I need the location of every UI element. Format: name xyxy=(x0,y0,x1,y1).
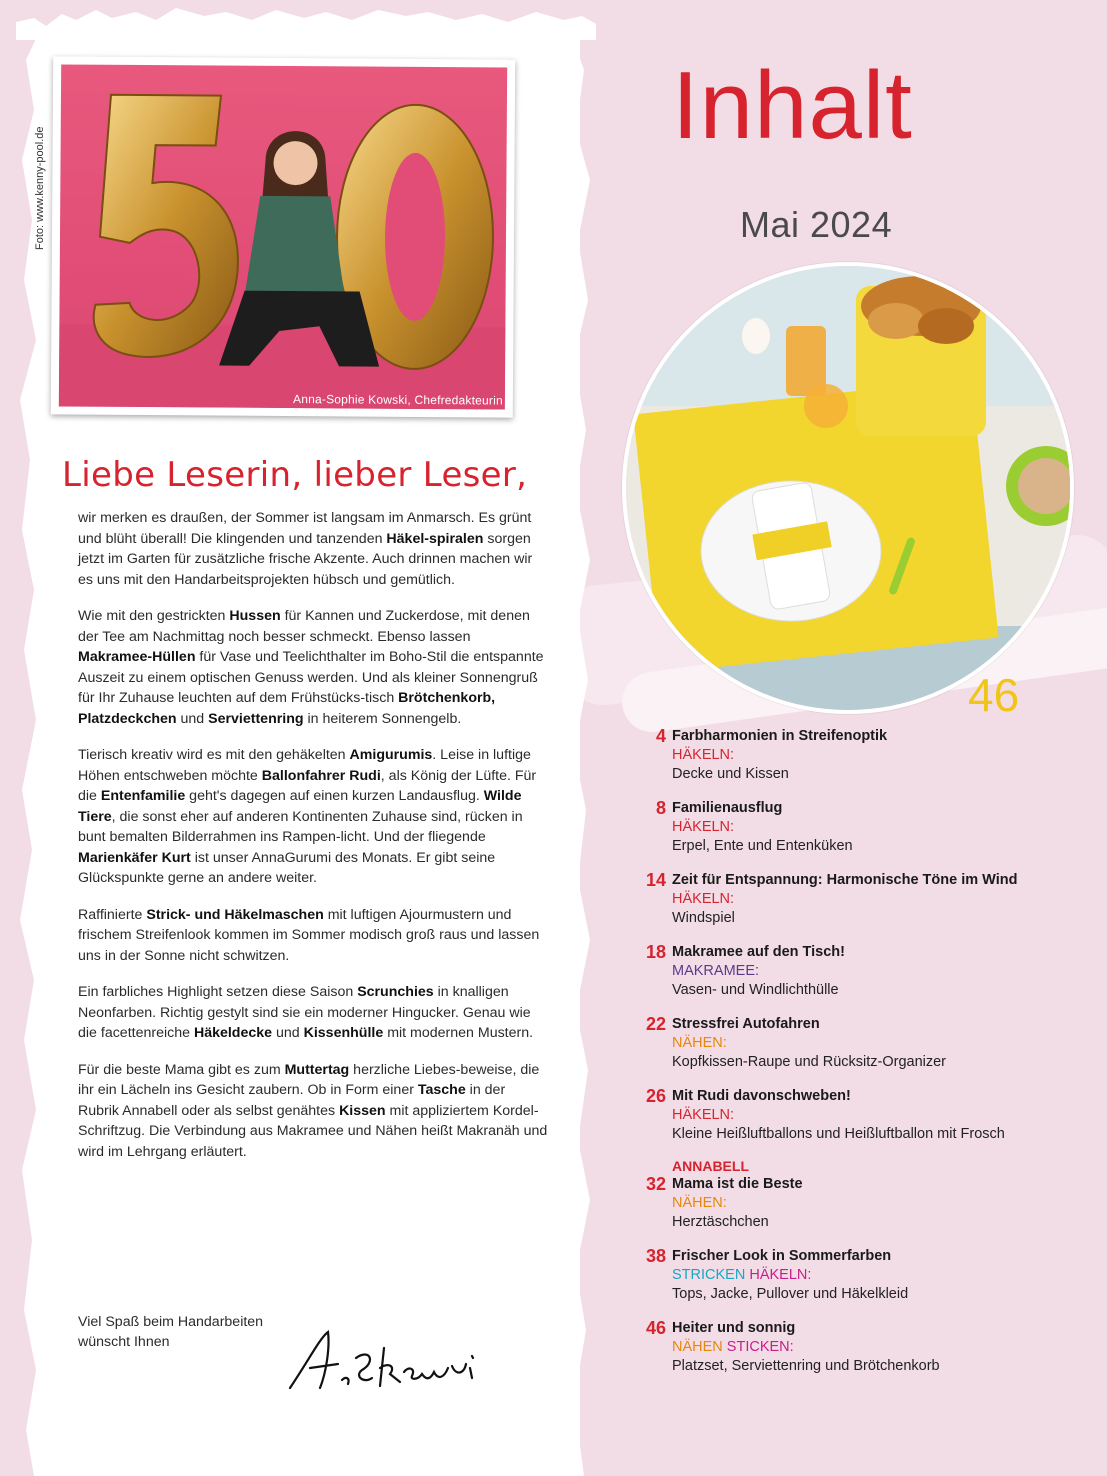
letter-text: Wie mit den gestrickten xyxy=(78,608,230,624)
toc-description: Erpel, Ente und Entenküken xyxy=(672,838,853,854)
closing-line: wünscht Ihnen xyxy=(78,1334,170,1350)
toc-entry-body xyxy=(672,798,1100,856)
toc-category xyxy=(672,818,1100,836)
toc-page-number: 18 xyxy=(645,942,666,962)
toc-entry[interactable] xyxy=(630,726,1100,784)
toc-category-label: NÄHEN: xyxy=(672,1035,727,1051)
toc-category-label: STICKEN: xyxy=(726,1339,794,1355)
signature-icon xyxy=(280,1318,490,1398)
letter-paragraph xyxy=(78,982,548,1044)
toc-title: Mama ist die Beste xyxy=(672,1176,803,1192)
toc-title: Heiter und sonnig xyxy=(672,1320,796,1336)
letter-text: herzliche Liebes-beweise, die ihr ein Lächeln ins Gesicht zaubern. Ob in Form einer xyxy=(78,1061,540,1098)
highlighted-term: Wilde Tiere xyxy=(78,788,522,825)
letter-text: Ein farbliches Highlight setzen diese Saison xyxy=(78,984,358,1000)
highlighted-term: Kissenhülle xyxy=(303,1025,384,1041)
toc-category xyxy=(672,746,1100,764)
toc-page-number: 22 xyxy=(645,1014,666,1034)
toc-rubric: ANNABELL xyxy=(672,1158,749,1174)
toc-entry[interactable] xyxy=(630,870,1100,928)
issue-date: Mai 2024 xyxy=(740,204,893,245)
toc-entry-body xyxy=(672,726,1100,784)
toc-description: Platzset, Serviettenring und Brötchenkorb xyxy=(672,1358,940,1374)
toc-title: Zeit für Entspannung: Harmonische Töne im Wind xyxy=(672,872,1018,888)
toc-entry-body xyxy=(672,870,1100,928)
toc-category xyxy=(672,890,1100,908)
egg xyxy=(742,318,770,354)
letter-greeting: Liebe Leserin, lieber Leser, xyxy=(62,455,528,495)
toc-entry-body xyxy=(672,1014,1100,1072)
letter-paragraph xyxy=(78,905,548,967)
letter-text: ist unser AnnaGurumi des Monats. Er gibt seine Glückspunkte gerne an andere weiter. xyxy=(78,849,496,886)
highlighted-term: Strick- und Häkelmaschen xyxy=(146,906,324,923)
table-setting-illustration xyxy=(626,266,1070,710)
letter-text: für Vase und Teelichthalter im Boho-Stil die entspannte Auszeit zu einem optischen Genuss werden. Und als kleiner Sonnengruß für Ihr Zuhause leuchten auf dem Frühstücks-tisch xyxy=(78,649,544,706)
highlighted-term: Amigurumis xyxy=(349,747,433,763)
highlighted-term: Marienkäfer Kurt xyxy=(78,849,191,866)
editor-photo xyxy=(51,56,515,417)
toc-description: Decke und Kissen xyxy=(672,766,789,782)
letter-text: mit luftigen Ajourmustern und frischem Streifenlook kommen im Sommer modisch groß raus und lassen uns in der Sonne nicht schwitzen. xyxy=(78,906,540,964)
highlighted-term: Ballonfahrer Rudi xyxy=(261,767,381,784)
toc-entry[interactable] xyxy=(630,798,1100,856)
toc-category xyxy=(672,1106,1100,1124)
toc-entry-body xyxy=(672,1086,1100,1144)
toc-entry[interactable] xyxy=(630,1158,1100,1232)
toc-page-number: 32 xyxy=(645,1174,666,1194)
toc-entry-body xyxy=(672,1246,1100,1304)
letter-text: mit modernen Mustern. xyxy=(383,1025,534,1041)
torn-edge-right xyxy=(570,30,594,1476)
highlighted-term: Häkel-spiralen xyxy=(386,530,484,547)
toc-entry[interactable] xyxy=(630,942,1100,1000)
letter-text: und xyxy=(272,1025,304,1041)
letter-paragraph xyxy=(78,508,548,590)
toc-category xyxy=(672,1194,1100,1212)
table-of-contents xyxy=(630,726,1100,1390)
highlighted-term: Scrunchies xyxy=(357,984,434,1000)
toc-category-label: HÄKELN: xyxy=(672,1107,735,1123)
highlighted-term: Häkeldecke xyxy=(193,1025,273,1041)
toc-page-number: 38 xyxy=(645,1246,666,1266)
feature-photo xyxy=(622,262,1074,714)
toc-page-number: 4 xyxy=(655,726,666,746)
letter-text: Tierisch kreativ wird es mit den gehäkelten xyxy=(78,747,350,763)
toc-page-number: 8 xyxy=(655,798,666,818)
toc-category xyxy=(672,1266,1100,1284)
toc-title: Farbharmonien in Streifenoptik xyxy=(672,728,888,744)
toc-page-number: 46 xyxy=(645,1318,666,1338)
letter-text: mit appliziertem Kordel-Schriftzug. Die Verbindung aus Makramee und Nähen heißt Makranäh und wird im Lehrgang erläutert. xyxy=(78,1102,548,1160)
letter-text: in knalligen Neonfarben. Richtig gestylt sind sie ein moderner Hingucker. Genau wie die facettenreiche xyxy=(78,984,531,1041)
toc-description: Tops, Jacke, Pullover und Häkelkleid xyxy=(672,1286,909,1302)
toc-category-label: HÄKELN: xyxy=(749,1267,812,1283)
letter-paragraph xyxy=(78,606,548,729)
page-title: Inhalt xyxy=(672,52,913,159)
toc-entry-body xyxy=(672,1318,1100,1376)
toc-description: Windspiel xyxy=(672,910,735,926)
highlighted-term: Brötchenkorb, Platzdeckchen xyxy=(78,690,496,727)
letter-text: in der Rubrik Annabell oder als selbst genähtes xyxy=(78,1082,506,1119)
letter-text: Für die beste Mama gibt es zum xyxy=(78,1061,285,1078)
toc-category-label: STRICKEN xyxy=(672,1267,746,1283)
letter-body xyxy=(78,508,548,1178)
toc-entry[interactable] xyxy=(630,1014,1100,1072)
toc-description: Herztäschchen xyxy=(672,1214,769,1230)
letter-text: . Leise in luftige Höhen entschweben möchte xyxy=(78,747,531,784)
toc-category-label: NÄHEN: xyxy=(672,1195,727,1211)
highlighted-term: Muttertag xyxy=(284,1061,350,1078)
letter-text: in heiterem Sonnengelb. xyxy=(303,710,462,727)
highlighted-term: Makramee-Hüllen xyxy=(78,649,196,665)
toc-title: Makramee auf den Tisch! xyxy=(672,944,845,960)
person-body xyxy=(245,196,346,297)
letter-text: sorgen jetzt im Garten für zusätzliche frische Akzente. Auch drinnen machen wir es uns mit den Handarbeitsprojekten hübsch und gemütlich. xyxy=(78,530,533,588)
editor-photo-image xyxy=(59,64,507,409)
letter-text: , die sonst eher auf anderen Kontinenten Zuhause sind, rücken in bunt bemalten Bilderrahmen ins Rampen-licht. Und der fliegende xyxy=(78,808,523,845)
toc-description: Vasen- und Windlichthülle xyxy=(672,982,839,998)
letter-text: Raffinierte xyxy=(78,906,147,923)
toc-description: Kopfkissen-Raupe und Rücksitz-Organizer xyxy=(672,1054,947,1070)
toc-page-number: 26 xyxy=(645,1086,666,1106)
toc-category xyxy=(672,1338,1100,1356)
toc-entry-body xyxy=(672,942,1100,1000)
toc-entry[interactable] xyxy=(630,1318,1100,1376)
letter-text: für Kannen und Zuckerdose, mit denen der Tee am Nachmittag noch besser schmeckt. Ebenso lassen xyxy=(78,608,530,645)
toc-category-label: HÄKELN: xyxy=(672,819,735,835)
highlighted-term: Hussen xyxy=(229,608,281,624)
toc-entry[interactable] xyxy=(630,1086,1100,1144)
toc-entry[interactable] xyxy=(630,1246,1100,1304)
toc-title: Frischer Look in Sommerfarben xyxy=(672,1248,892,1264)
letter-text: und xyxy=(176,710,209,727)
toc-title: Stressfrei Autofahren xyxy=(672,1016,820,1032)
toc-category-label: MAKRAMEE: xyxy=(672,963,760,979)
toc-category-label: HÄKELN: xyxy=(672,891,735,907)
toc-category xyxy=(672,1034,1100,1052)
highlighted-term: Tasche xyxy=(417,1082,466,1098)
highlighted-term: Entenfamilie xyxy=(100,788,186,804)
photo-credit: Foto: www.kenny-pool.de xyxy=(34,126,46,250)
photo-caption: Anna-Sophie Kowski, Chefredakteurin xyxy=(293,392,503,408)
toc-page-number: 14 xyxy=(645,870,666,890)
toc-entry-body xyxy=(672,1158,1100,1232)
highlighted-term: Serviettenring xyxy=(208,710,304,727)
toc-category xyxy=(672,962,1100,980)
highlighted-term: Kissen xyxy=(339,1102,386,1119)
toc-category-label: HÄKELN: xyxy=(672,747,735,763)
letter-text: wir merken es draußen, der Sommer ist langsam im Anmarsch. Es grünt und blüht überall! Die klingenden und tanzenden xyxy=(78,510,532,547)
balloon-illustration xyxy=(59,64,507,409)
toc-description: Kleine Heißluftballons und Heißluftballon mit Frosch xyxy=(672,1126,1005,1142)
letter-text: geht's dagegen auf einen kurzen Landausflug. xyxy=(185,788,484,804)
toc-title: Mit Rudi davonschweben! xyxy=(672,1088,851,1104)
toc-title: Familienausflug xyxy=(672,800,783,816)
toc-category-label: NÄHEN xyxy=(672,1339,723,1355)
closing-line: Viel Spaß beim Handarbeiten xyxy=(78,1314,264,1330)
letter-paragraph xyxy=(78,745,548,889)
feature-page-number: 46 xyxy=(968,669,1020,721)
letter-text: , als König der Lüfte. Für die xyxy=(78,767,537,804)
letter-paragraph xyxy=(78,1060,548,1163)
balloon-five-icon xyxy=(93,95,239,358)
